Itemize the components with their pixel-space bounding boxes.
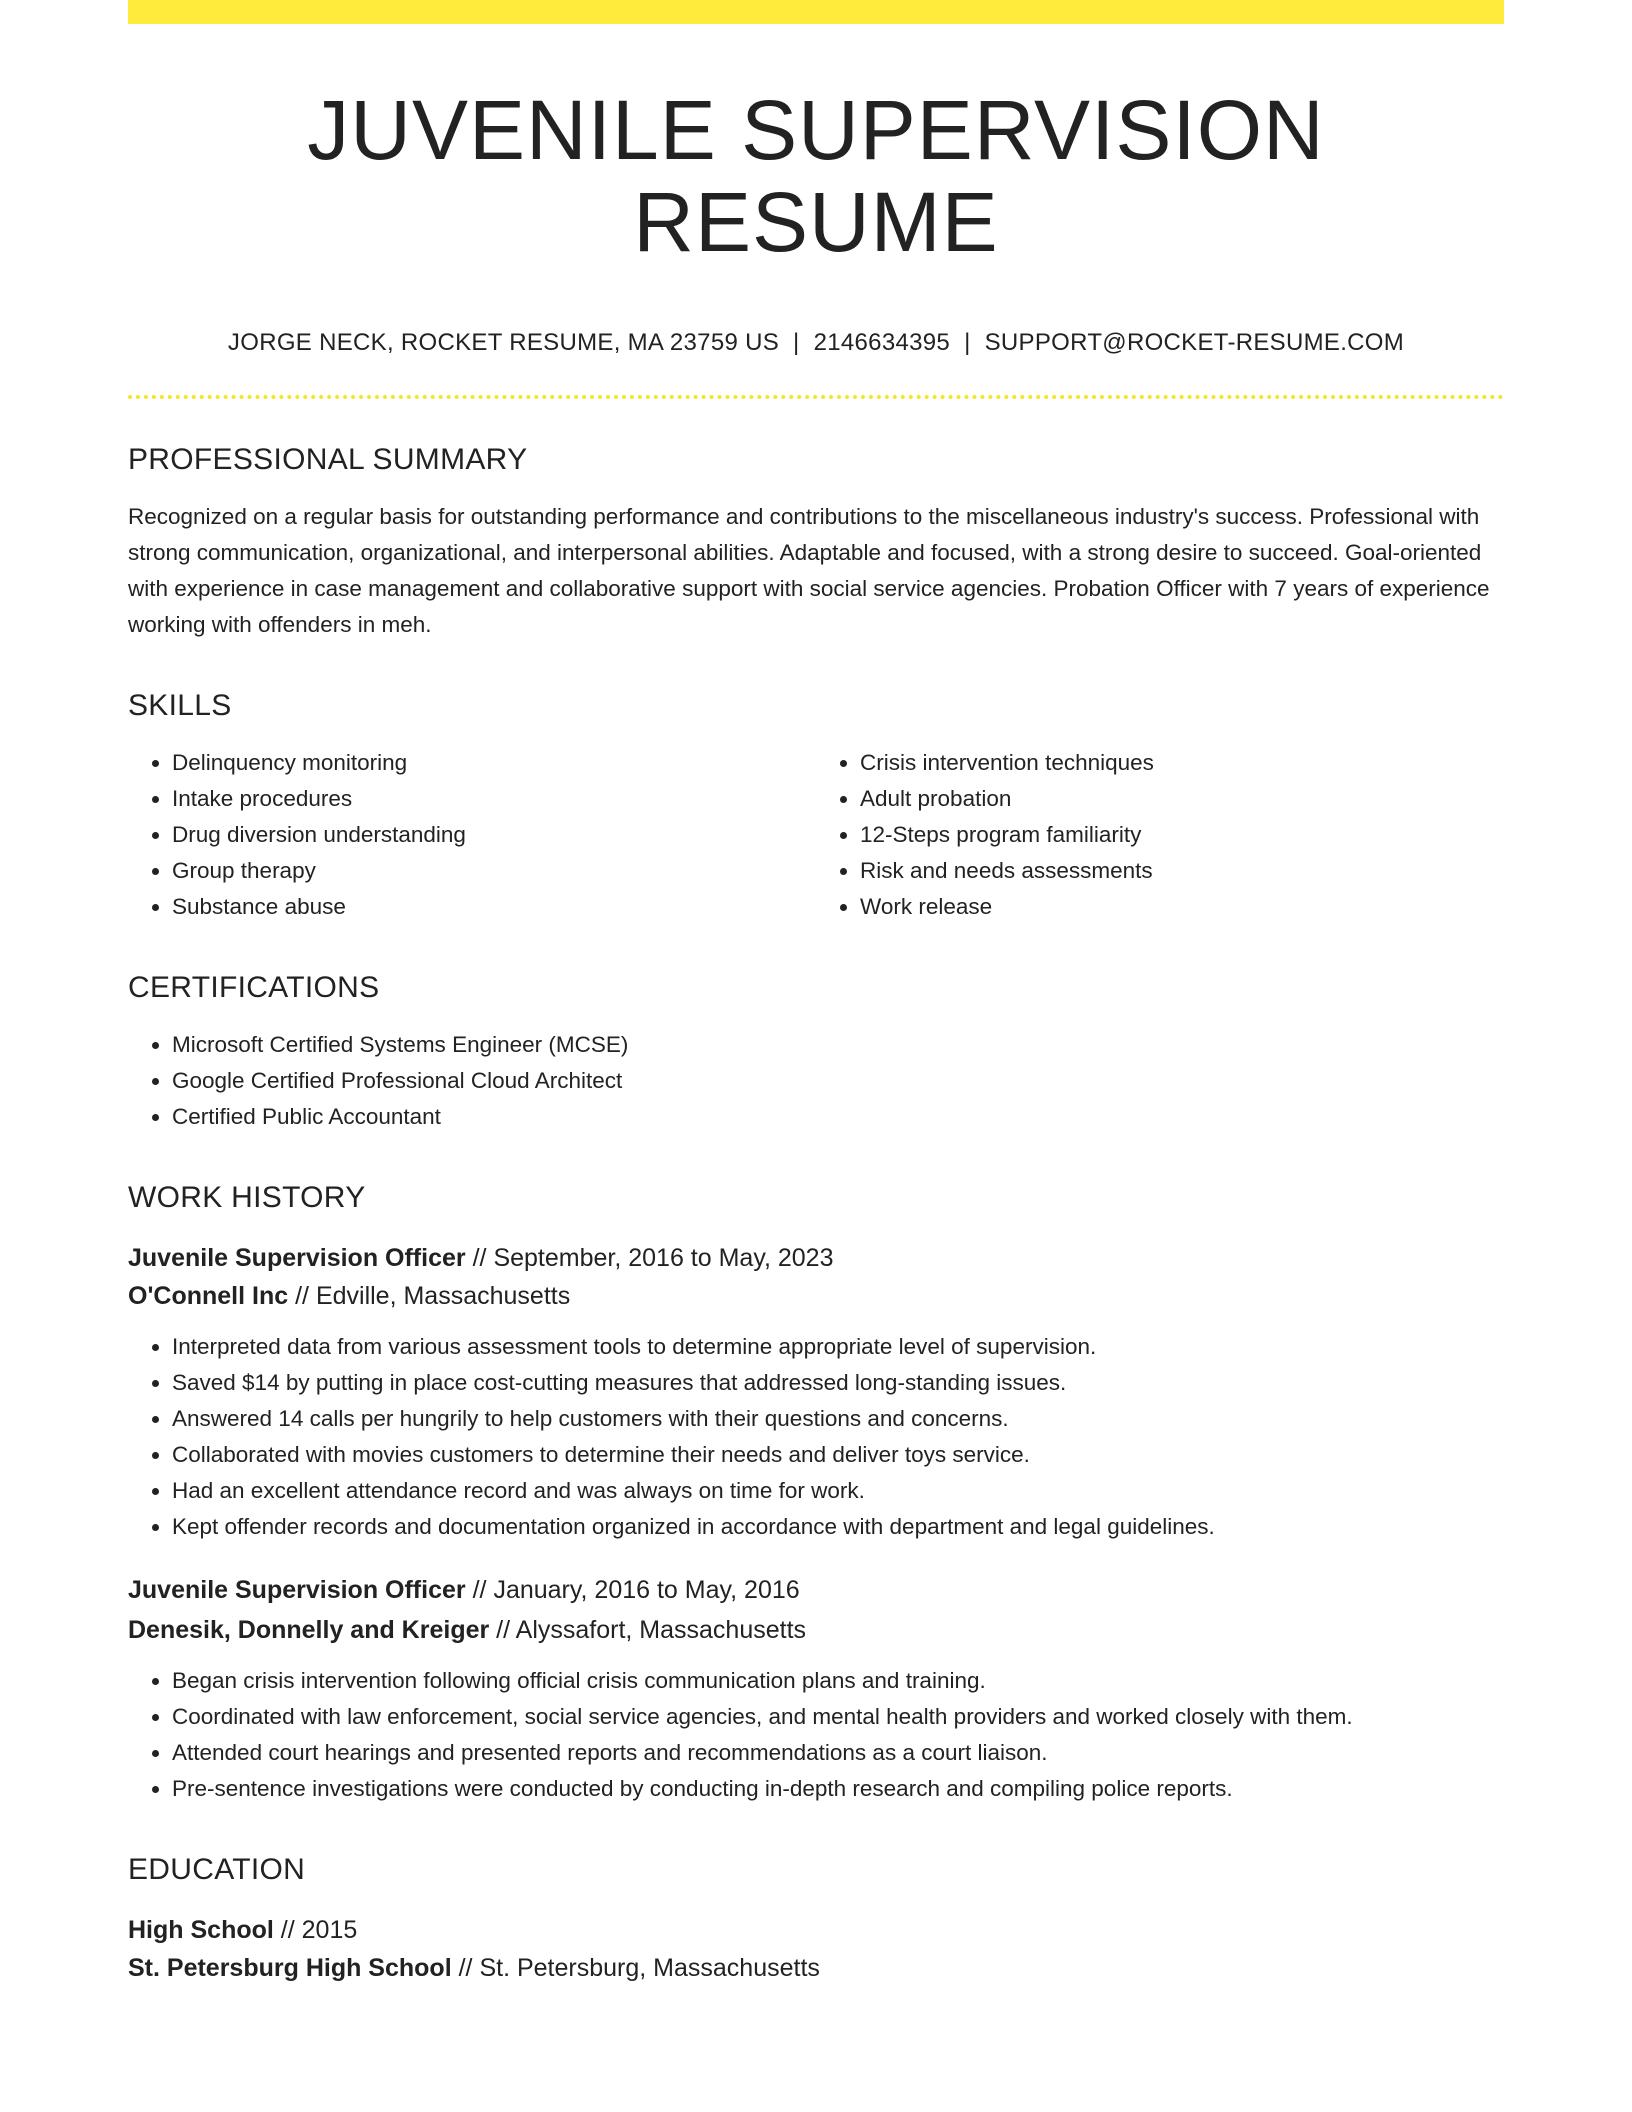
job-title: Juvenile Supervision Officer	[128, 1575, 466, 1604]
job-title-line	[128, 1239, 1504, 1277]
job-title-line	[128, 1571, 1504, 1609]
education-section	[128, 1853, 1504, 1987]
certifications-heading: CERTIFICATIONS	[128, 970, 380, 1004]
job-bullets	[128, 1663, 1504, 1807]
certifications-list	[128, 1027, 1504, 1135]
job-dates: January, 2016 to May, 2016	[493, 1575, 800, 1604]
job-company-line	[128, 1611, 1504, 1649]
summary-text: Recognized on a regular basis for outstanding performance and contributions to the miscellaneous industry's success. Professional with strong communication, organizational, and interpersonal abilities. Adaptable and focused, with a strong desire to succeed. Goal-oriented with experience in case management and collaborative support with social service agencies. Probation Officer with 7 years of experience working with offenders in meh.	[128, 503, 1490, 637]
skill-item: • Substance abuse	[172, 889, 816, 925]
contact-phone: 2146634395	[813, 328, 951, 356]
job-bullet: • Answered 14 calls per hungrily to help customers with their questions and concerns.	[172, 1401, 1504, 1437]
job-company-line	[128, 1277, 1504, 1315]
contact-separator: |	[793, 328, 800, 356]
skill-item: • 12-Steps program familiarity	[860, 817, 1504, 853]
education-location: St. Petersburg, Massachusetts	[479, 1953, 820, 1982]
job-location: Alyssafort, Massachusetts	[515, 1615, 807, 1644]
job-company: Denesik, Donnelly and Kreiger	[128, 1615, 490, 1644]
field-separator: //	[295, 1281, 309, 1310]
job-bullets	[128, 1329, 1504, 1545]
skill-item: • Work release	[860, 889, 1504, 925]
job-bullet: • Interpreted data from various assessment tools to determine appropriate level of supervision.	[172, 1329, 1504, 1365]
contact-address: JORGE NECK, ROCKET RESUME, MA 23759 US	[227, 328, 780, 356]
skill-item: • Intake procedures	[172, 781, 816, 817]
work-history-section	[128, 1181, 1504, 1807]
job-bullet: • Kept offender records and documentation organized in accordance with department and legal guidelines.	[172, 1509, 1504, 1545]
work-history-heading: WORK HISTORY	[128, 1180, 366, 1214]
skill-item: • Group therapy	[172, 853, 816, 889]
field-separator: //	[496, 1615, 511, 1644]
education-school-line	[128, 1949, 1504, 1987]
skill-item: • Crisis intervention techniques	[860, 745, 1504, 781]
job-bullet: • Collaborated with movies customers to determine their needs and deliver toys service.	[172, 1437, 1504, 1473]
education-degree-line	[128, 1911, 1504, 1949]
skills-grid	[128, 745, 1504, 925]
dotted-divider	[128, 395, 1504, 399]
job-bullet: • Pre-sentence investigations were conducted by conducting in-depth research and compiling police reports.	[172, 1771, 1504, 1807]
summary-section	[128, 443, 1504, 643]
contact-separator: |	[964, 328, 971, 356]
job-bullet: • Had an excellent attendance record and was always on time for work.	[172, 1473, 1504, 1509]
job-bullet: • Began crisis intervention following official crisis communication plans and training.	[172, 1663, 1504, 1699]
job-bullet: • Saved $14 by putting in place cost-cutting measures that addressed long-standing issues.	[172, 1365, 1504, 1401]
certification-item: • Google Certified Professional Cloud Architect	[172, 1063, 1504, 1099]
resume-title: JUVENILE SUPERVISION RESUME	[307, 83, 1325, 270]
accent-bar	[128, 0, 1504, 24]
job-company: O'Connell Inc	[128, 1281, 289, 1310]
certification-item: • Microsoft Certified Systems Engineer (MCSE)	[172, 1027, 1504, 1063]
job-entry	[128, 1239, 1504, 1545]
skills-list-right	[816, 745, 1504, 925]
job-bullet: • Coordinated with law enforcement, social service agencies, and mental health providers and worked closely with them.	[172, 1699, 1504, 1735]
skill-item: • Risk and needs assessments	[860, 853, 1504, 889]
education-degree: High School	[128, 1915, 274, 1944]
summary-heading: PROFESSIONAL SUMMARY	[128, 442, 528, 476]
job-entry	[128, 1571, 1504, 1807]
job-location: Edville, Massachusetts	[315, 1281, 571, 1310]
field-separator: //	[472, 1243, 487, 1272]
education-heading: EDUCATION	[128, 1852, 306, 1886]
contact-email: SUPPORT@ROCKET-RESUME.COM	[984, 328, 1405, 356]
certifications-section	[128, 971, 1504, 1135]
skill-item: • Drug diversion understanding	[172, 817, 816, 853]
skills-section	[128, 689, 1504, 925]
skill-item: • Delinquency monitoring	[172, 745, 816, 781]
job-dates: September, 2016 to May, 2023	[493, 1243, 834, 1272]
skill-item: • Adult probation	[860, 781, 1504, 817]
education-school: St. Petersburg High School	[128, 1953, 452, 1982]
skills-list-left	[128, 745, 816, 925]
contact-line	[128, 329, 1504, 357]
job-title: Juvenile Supervision Officer	[128, 1243, 466, 1272]
skills-heading: SKILLS	[128, 688, 232, 722]
field-separator: //	[280, 1915, 295, 1944]
resume-content	[128, 24, 1504, 1987]
certification-item: • Certified Public Accountant	[172, 1099, 1504, 1135]
job-bullet: • Attended court hearings and presented reports and recommendations as a court liaison.	[172, 1735, 1504, 1771]
education-year: 2015	[301, 1915, 358, 1944]
field-separator: //	[472, 1575, 487, 1604]
field-separator: //	[458, 1953, 473, 1982]
